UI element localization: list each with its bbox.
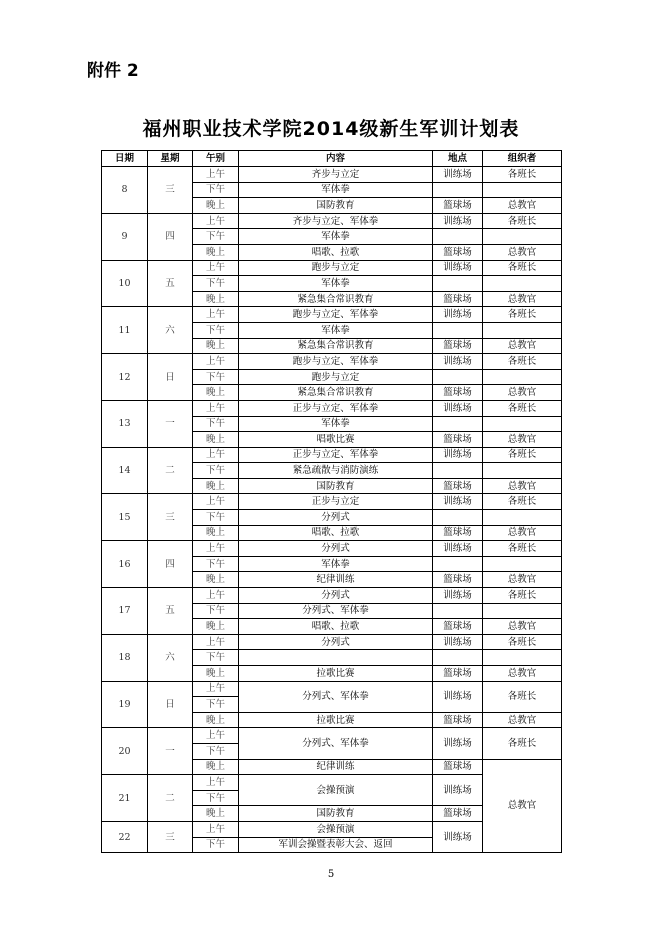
organizer-cell: 各班长 xyxy=(483,728,562,759)
organizer-cell: 各班长 xyxy=(483,260,562,276)
content-cell: 会操预演 xyxy=(239,821,433,837)
period-cell: 上午 xyxy=(193,167,239,183)
content-cell: 纪律训练 xyxy=(239,759,433,775)
location-cell xyxy=(433,182,483,198)
period-cell: 下午 xyxy=(193,510,239,526)
period-cell: 下午 xyxy=(193,369,239,385)
period-cell: 上午 xyxy=(193,588,239,604)
period-cell: 晚上 xyxy=(193,478,239,494)
location-cell: 篮球场 xyxy=(433,198,483,214)
attachment-label: 附件 2 xyxy=(87,61,139,81)
weekday-cell: 三 xyxy=(148,821,193,852)
date-cell: 11 xyxy=(102,307,148,354)
content-cell: 跑步与立定 xyxy=(239,260,433,276)
organizer-cell xyxy=(483,369,562,385)
organizer-cell: 总教官 xyxy=(483,525,562,541)
content-cell: 国防教育 xyxy=(239,478,433,494)
period-cell: 晚上 xyxy=(193,806,239,822)
location-cell: 篮球场 xyxy=(433,712,483,728)
date-cell: 8 xyxy=(102,167,148,214)
period-cell: 下午 xyxy=(193,322,239,338)
location-cell: 训练场 xyxy=(433,775,483,806)
training-schedule-table xyxy=(101,150,562,853)
location-cell xyxy=(433,556,483,572)
location-cell: 篮球场 xyxy=(433,759,483,775)
table-row xyxy=(102,634,562,650)
content-cell: 军训会操暨表彰大会、返回 xyxy=(239,837,433,853)
organizer-cell xyxy=(483,650,562,666)
period-cell: 下午 xyxy=(193,229,239,245)
period-cell: 上午 xyxy=(193,821,239,837)
page-number: 5 xyxy=(327,869,335,880)
period-cell: 上午 xyxy=(193,447,239,463)
organizer-cell: 总教官 xyxy=(483,619,562,635)
location-cell: 训练场 xyxy=(433,494,483,510)
header-location: 地点 xyxy=(433,151,483,167)
period-cell: 晚上 xyxy=(193,525,239,541)
period-cell: 下午 xyxy=(193,743,239,759)
location-cell: 训练场 xyxy=(433,728,483,759)
weekday-cell: 四 xyxy=(148,541,193,588)
organizer-cell: 总教官 xyxy=(483,572,562,588)
organizer-cell: 各班长 xyxy=(483,307,562,323)
header-weekday: 星期 xyxy=(148,151,193,167)
content-cell: 正步与立定、军体拳 xyxy=(239,400,433,416)
period-cell: 下午 xyxy=(193,556,239,572)
content-cell: 唱歌、拉歌 xyxy=(239,244,433,260)
organizer-cell: 总教官 xyxy=(483,338,562,354)
location-cell: 训练场 xyxy=(433,213,483,229)
date-cell: 18 xyxy=(102,634,148,681)
period-cell: 上午 xyxy=(193,728,239,744)
location-cell xyxy=(433,276,483,292)
weekday-cell: 六 xyxy=(148,634,193,681)
table-row xyxy=(102,728,562,744)
location-cell xyxy=(433,510,483,526)
weekday-cell: 日 xyxy=(148,354,193,401)
period-cell: 下午 xyxy=(193,182,239,198)
content-cell: 军体拳 xyxy=(239,182,433,198)
location-cell: 训练场 xyxy=(433,634,483,650)
table-row xyxy=(102,213,562,229)
organizer-cell xyxy=(483,510,562,526)
content-cell: 唱歌、拉歌 xyxy=(239,525,433,541)
location-cell xyxy=(433,603,483,619)
organizer-cell: 各班长 xyxy=(483,167,562,183)
content-cell: 跑步与立定、军体拳 xyxy=(239,354,433,370)
table-header-row xyxy=(102,151,562,167)
date-cell: 15 xyxy=(102,494,148,541)
location-cell: 训练场 xyxy=(433,307,483,323)
organizer-cell xyxy=(483,182,562,198)
content-cell: 国防教育 xyxy=(239,806,433,822)
period-cell: 下午 xyxy=(193,837,239,853)
content-cell: 国防教育 xyxy=(239,198,433,214)
organizer-cell xyxy=(483,556,562,572)
organizer-cell: 总教官 xyxy=(483,759,562,853)
content-cell: 跑步与立定、军体拳 xyxy=(239,307,433,323)
header-period: 午别 xyxy=(193,151,239,167)
organizer-cell: 各班长 xyxy=(483,213,562,229)
table-row xyxy=(102,541,562,557)
date-cell: 17 xyxy=(102,588,148,635)
period-cell: 上午 xyxy=(193,494,239,510)
organizer-cell: 各班长 xyxy=(483,447,562,463)
location-cell: 篮球场 xyxy=(433,619,483,635)
organizer-cell xyxy=(483,463,562,479)
date-cell: 12 xyxy=(102,354,148,401)
content-cell: 紧急集合常识教育 xyxy=(239,338,433,354)
header-organizer: 组织者 xyxy=(483,151,562,167)
content-cell: 纪律训练 xyxy=(239,572,433,588)
organizer-cell: 总教官 xyxy=(483,712,562,728)
weekday-cell: 二 xyxy=(148,775,193,822)
period-cell: 上午 xyxy=(193,400,239,416)
content-cell: 分列式、军体拳 xyxy=(239,728,433,759)
content-cell: 拉歌比赛 xyxy=(239,712,433,728)
organizer-cell: 总教官 xyxy=(483,198,562,214)
content-cell: 正步与立定 xyxy=(239,494,433,510)
date-cell: 16 xyxy=(102,541,148,588)
content-cell: 军体拳 xyxy=(239,556,433,572)
organizer-cell xyxy=(483,276,562,292)
document-title: 福州职业技术学院2014级新生军训计划表 xyxy=(142,118,520,140)
organizer-cell: 各班长 xyxy=(483,681,562,712)
organizer-cell: 总教官 xyxy=(483,385,562,401)
weekday-cell: 四 xyxy=(148,213,193,260)
period-cell: 晚上 xyxy=(193,572,239,588)
table-row xyxy=(102,167,562,183)
organizer-cell xyxy=(483,322,562,338)
content-cell: 紧急集合常识教育 xyxy=(239,291,433,307)
weekday-cell: 二 xyxy=(148,447,193,494)
organizer-cell xyxy=(483,416,562,432)
period-cell: 下午 xyxy=(193,416,239,432)
period-cell: 晚上 xyxy=(193,338,239,354)
period-cell: 下午 xyxy=(193,463,239,479)
table-row xyxy=(102,494,562,510)
period-cell: 下午 xyxy=(193,650,239,666)
location-cell: 篮球场 xyxy=(433,806,483,822)
date-cell: 13 xyxy=(102,400,148,447)
table-row xyxy=(102,447,562,463)
period-cell: 晚上 xyxy=(193,666,239,682)
period-cell: 上午 xyxy=(193,213,239,229)
period-cell: 下午 xyxy=(193,603,239,619)
location-cell xyxy=(433,463,483,479)
table-row xyxy=(102,400,562,416)
content-cell: 分列式 xyxy=(239,588,433,604)
organizer-cell: 总教官 xyxy=(483,432,562,448)
location-cell: 训练场 xyxy=(433,541,483,557)
period-cell: 上午 xyxy=(193,775,239,791)
table-row xyxy=(102,588,562,604)
weekday-cell: 三 xyxy=(148,494,193,541)
organizer-cell: 总教官 xyxy=(483,291,562,307)
date-cell: 22 xyxy=(102,821,148,852)
organizer-cell: 总教官 xyxy=(483,666,562,682)
organizer-cell: 各班长 xyxy=(483,588,562,604)
header-date: 日期 xyxy=(102,151,148,167)
period-cell: 上午 xyxy=(193,681,239,697)
location-cell xyxy=(433,650,483,666)
period-cell: 晚上 xyxy=(193,244,239,260)
period-cell: 上午 xyxy=(193,541,239,557)
content-cell: 齐步与立定、军体拳 xyxy=(239,213,433,229)
location-cell xyxy=(433,229,483,245)
location-cell: 训练场 xyxy=(433,167,483,183)
content-cell: 分列式 xyxy=(239,541,433,557)
location-cell: 篮球场 xyxy=(433,478,483,494)
location-cell: 训练场 xyxy=(433,354,483,370)
location-cell: 篮球场 xyxy=(433,385,483,401)
content-cell: 会操预演 xyxy=(239,775,433,806)
period-cell: 下午 xyxy=(193,697,239,713)
location-cell: 训练场 xyxy=(433,681,483,712)
organizer-cell xyxy=(483,603,562,619)
weekday-cell: 一 xyxy=(148,728,193,775)
organizer-cell: 各班长 xyxy=(483,541,562,557)
content-cell: 齐步与立定 xyxy=(239,167,433,183)
location-cell: 训练场 xyxy=(433,447,483,463)
content-cell xyxy=(239,650,433,666)
content-cell: 军体拳 xyxy=(239,322,433,338)
organizer-cell: 各班长 xyxy=(483,494,562,510)
organizer-cell: 各班长 xyxy=(483,354,562,370)
content-cell: 分列式 xyxy=(239,634,433,650)
period-cell: 上午 xyxy=(193,260,239,276)
content-cell: 正步与立定、军体拳 xyxy=(239,447,433,463)
table-row xyxy=(102,307,562,323)
header-content: 内容 xyxy=(239,151,433,167)
weekday-cell: 五 xyxy=(148,588,193,635)
location-cell: 训练场 xyxy=(433,260,483,276)
period-cell: 晚上 xyxy=(193,619,239,635)
organizer-cell: 总教官 xyxy=(483,244,562,260)
content-cell: 分列式、军体拳 xyxy=(239,681,433,712)
period-cell: 下午 xyxy=(193,790,239,806)
content-cell: 军体拳 xyxy=(239,416,433,432)
date-cell: 21 xyxy=(102,775,148,822)
weekday-cell: 六 xyxy=(148,307,193,354)
organizer-cell: 各班长 xyxy=(483,634,562,650)
weekday-cell: 五 xyxy=(148,260,193,307)
content-cell: 军体拳 xyxy=(239,276,433,292)
location-cell: 篮球场 xyxy=(433,244,483,260)
content-cell: 拉歌比赛 xyxy=(239,666,433,682)
table-row xyxy=(102,681,562,697)
period-cell: 晚上 xyxy=(193,432,239,448)
location-cell xyxy=(433,322,483,338)
date-cell: 19 xyxy=(102,681,148,728)
location-cell xyxy=(433,369,483,385)
location-cell: 篮球场 xyxy=(433,338,483,354)
location-cell: 篮球场 xyxy=(433,291,483,307)
organizer-cell xyxy=(483,229,562,245)
date-cell: 9 xyxy=(102,213,148,260)
location-cell xyxy=(433,416,483,432)
period-cell: 晚上 xyxy=(193,291,239,307)
table-row xyxy=(102,260,562,276)
content-cell: 唱歌比赛 xyxy=(239,432,433,448)
content-cell: 唱歌、拉歌 xyxy=(239,619,433,635)
period-cell: 晚上 xyxy=(193,385,239,401)
date-cell: 14 xyxy=(102,447,148,494)
organizer-cell: 总教官 xyxy=(483,478,562,494)
period-cell: 下午 xyxy=(193,276,239,292)
location-cell: 训练场 xyxy=(433,821,483,852)
period-cell: 晚上 xyxy=(193,759,239,775)
weekday-cell: 一 xyxy=(148,400,193,447)
location-cell: 篮球场 xyxy=(433,432,483,448)
weekday-cell: 三 xyxy=(148,167,193,214)
period-cell: 晚上 xyxy=(193,198,239,214)
period-cell: 晚上 xyxy=(193,712,239,728)
period-cell: 上午 xyxy=(193,634,239,650)
date-cell: 10 xyxy=(102,260,148,307)
period-cell: 上午 xyxy=(193,307,239,323)
location-cell: 篮球场 xyxy=(433,572,483,588)
content-cell: 军体拳 xyxy=(239,229,433,245)
content-cell: 紧急集合常识教育 xyxy=(239,385,433,401)
date-cell: 20 xyxy=(102,728,148,775)
content-cell: 分列式 xyxy=(239,510,433,526)
organizer-cell: 各班长 xyxy=(483,400,562,416)
location-cell: 篮球场 xyxy=(433,666,483,682)
table-row xyxy=(102,354,562,370)
location-cell: 训练场 xyxy=(433,588,483,604)
period-cell: 上午 xyxy=(193,354,239,370)
location-cell: 训练场 xyxy=(433,400,483,416)
content-cell: 紧急疏散与消防演练 xyxy=(239,463,433,479)
weekday-cell: 日 xyxy=(148,681,193,728)
content-cell: 分列式、军体拳 xyxy=(239,603,433,619)
content-cell: 跑步与立定 xyxy=(239,369,433,385)
location-cell: 篮球场 xyxy=(433,525,483,541)
